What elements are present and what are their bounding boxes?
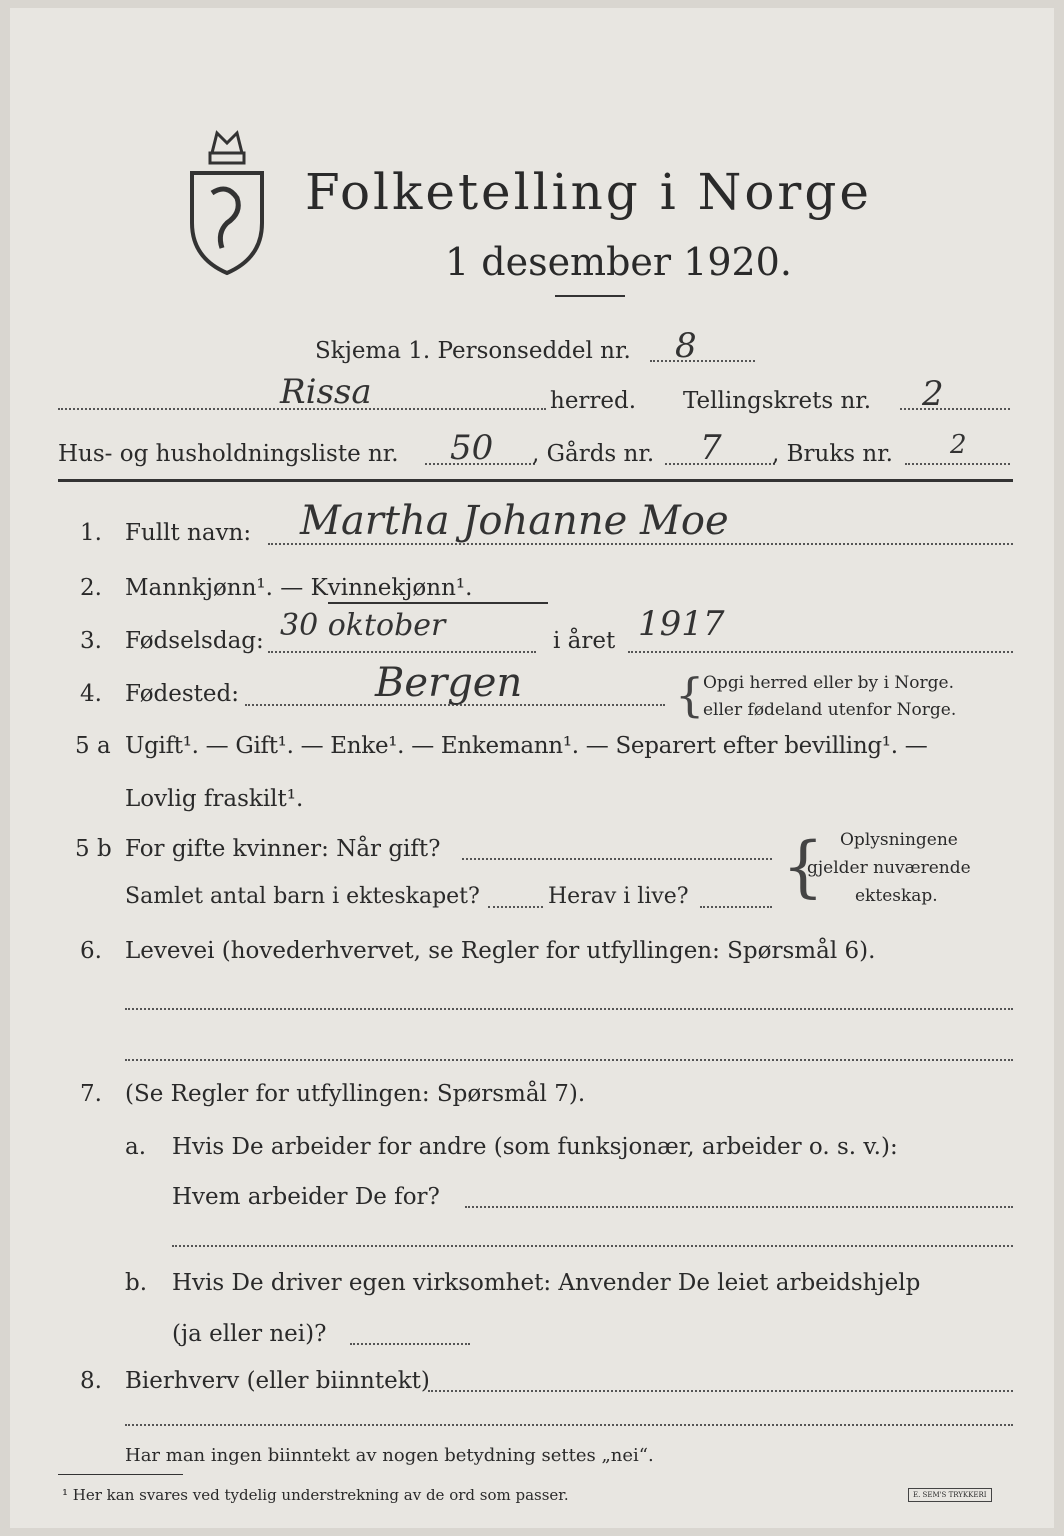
census-form-page bbox=[10, 8, 1054, 1528]
q7b-answer-line bbox=[350, 1343, 470, 1345]
q8-answer-line2 bbox=[125, 1424, 1013, 1426]
q7b-line1: Hvis De driver egen virksomhet: Anvender De leiet arbeidshjelp bbox=[172, 1270, 921, 1296]
bruks-value: 2 bbox=[950, 430, 967, 460]
q3-year-value: 1917 bbox=[638, 604, 725, 644]
q5b-alive-line bbox=[700, 906, 772, 908]
footnote-rule bbox=[58, 1474, 183, 1475]
header-rule bbox=[58, 479, 1013, 482]
q8-text: Bierhverv (eller biinntekt) bbox=[125, 1368, 430, 1394]
q5b-when-line bbox=[462, 858, 772, 860]
gards-label: , Gårds nr. bbox=[532, 441, 655, 467]
q7a-line2: Hvem arbeider De for? bbox=[172, 1184, 440, 1210]
q6-number: 6. bbox=[80, 938, 102, 964]
q8-answer-line1 bbox=[428, 1390, 1013, 1392]
q5a-line2: Lovlig fraskilt¹. bbox=[125, 786, 304, 812]
q6-answer-line2 bbox=[125, 1059, 1013, 1061]
footnote: ¹ Her kan svares ved tydelig understrekning av de ord som passer. bbox=[62, 1486, 569, 1504]
q4-brace: { bbox=[675, 668, 705, 722]
schema-label: Skjema 1. Personseddel nr. bbox=[315, 338, 631, 364]
bruks-label: , Bruks nr. bbox=[772, 441, 893, 467]
q3-label: Fødselsdag: bbox=[125, 628, 264, 654]
schema-value: 8 bbox=[675, 326, 697, 366]
tellingskrets-label: Tellingskrets nr. bbox=[683, 388, 872, 414]
gards-value: 7 bbox=[700, 428, 722, 468]
tellingskrets-value: 2 bbox=[922, 374, 944, 414]
printer-stamp: E. SEM'S TRYKKERI bbox=[908, 1488, 992, 1502]
q1-label: Fullt navn: bbox=[125, 520, 252, 546]
q4-number: 4. bbox=[80, 681, 102, 707]
tellingskrets-value-line bbox=[900, 408, 1010, 410]
hus-value: 50 bbox=[450, 428, 494, 468]
q7a-line1: Hvis De arbeider for andre (som funksjonær, arbeider o. s. v.): bbox=[172, 1134, 898, 1160]
q6-answer-line1 bbox=[125, 1008, 1013, 1010]
q7-text: (Se Regler for utfyllingen: Spørsmål 7). bbox=[125, 1081, 586, 1107]
q3-year-label: i året bbox=[553, 628, 616, 654]
q5a-line1: Ugift¹. — Gift¹. — Enke¹. — Enkemann¹. — Separert efter bevilling¹. — bbox=[125, 733, 928, 759]
page-title: Folketelling i Norge bbox=[305, 163, 872, 221]
q8-number: 8. bbox=[80, 1368, 102, 1394]
q2-text: Mannkjønn¹. — Kvinnekjønn¹. bbox=[125, 575, 473, 601]
q7b-line2: (ja eller nei)? bbox=[172, 1321, 327, 1347]
q7b-number: b. bbox=[125, 1270, 148, 1296]
q5b-number: 5 b bbox=[75, 836, 112, 862]
hus-label: Hus- og husholdningsliste nr. bbox=[58, 441, 399, 467]
q2-number: 2. bbox=[80, 575, 102, 601]
q5a-number: 5 a bbox=[75, 733, 111, 759]
q6-text: Levevei (hovederhvervet, se Regler for utfyllingen: Spørsmål 6). bbox=[125, 938, 876, 964]
q4-note-line1: Opgi herred eller by i Norge. bbox=[703, 673, 954, 693]
herred-label: herred. bbox=[550, 388, 637, 414]
footer-note: Har man ingen biinntekt av nogen betydning settes „nei“. bbox=[125, 1445, 654, 1466]
q4-value: Bergen bbox=[375, 660, 523, 706]
coat-of-arms-icon bbox=[182, 113, 272, 278]
q5b-alive-label: Herav i live? bbox=[548, 884, 689, 909]
q5b-children-label: Samlet antal barn i ekteskapet? bbox=[125, 884, 480, 909]
title-rule bbox=[555, 295, 625, 297]
q4-note-line2: eller fødeland utenfor Norge. bbox=[703, 700, 957, 720]
q3-year-line bbox=[628, 651, 1013, 653]
q3-value: 30 oktober bbox=[280, 608, 446, 643]
q7a-answer-line1 bbox=[465, 1206, 1013, 1208]
q1-number: 1. bbox=[80, 520, 102, 546]
schema-value-line bbox=[650, 360, 755, 362]
herred-value: Rissa bbox=[280, 372, 372, 412]
q5b-note-line3: ekteskap. bbox=[855, 886, 938, 906]
q4-label: Fødested: bbox=[125, 681, 240, 707]
q3-number: 3. bbox=[80, 628, 102, 654]
q5b-note-line2: gjelder nuværende bbox=[807, 858, 971, 878]
q5b-line1: For gifte kvinner: Når gift? bbox=[125, 836, 441, 862]
q5b-brace: { bbox=[782, 828, 824, 905]
q3-value-line bbox=[268, 651, 536, 653]
q1-value: Martha Johanne Moe bbox=[300, 498, 729, 544]
q7a-number: a. bbox=[125, 1134, 147, 1160]
q2-underline bbox=[328, 602, 548, 604]
bruks-value-line bbox=[905, 463, 1010, 465]
census-date: 1 desember 1920. bbox=[445, 240, 792, 284]
q5b-note-line1: Oplysningene bbox=[840, 830, 958, 850]
q5b-children-line bbox=[488, 906, 543, 908]
q7a-answer-line2 bbox=[172, 1245, 1013, 1247]
q7-number: 7. bbox=[80, 1081, 102, 1107]
